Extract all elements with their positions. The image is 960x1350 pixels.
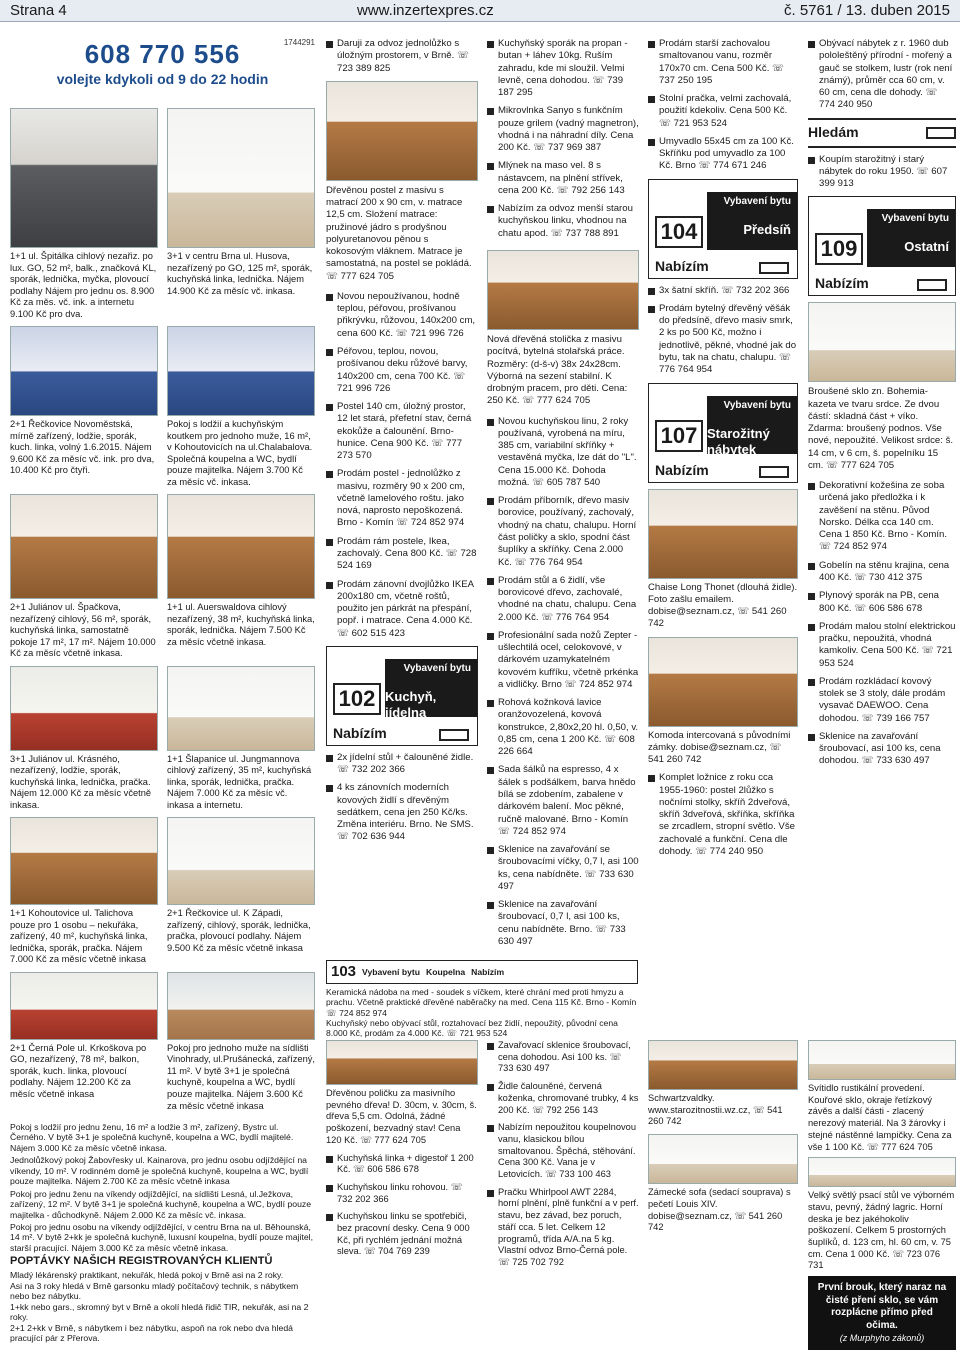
- classified-ad[interactable]: Schwartzvaldky. www.starozitnostii.wz.cz, ☏ 541 260 742: [648, 1093, 783, 1127]
- room-offer[interactable]: Pokoj pro jednu osobu na víkendy odjíždějící, v centru Brna na ul. Běhounská, 14 m². V bytě 2+kk je společná kuchyně, luxusní koupelna, bydlí pouze majitel, starší pracující. Nájem 3.000 Kč za měsíc včetně inkasa.: [10, 1221, 314, 1253]
- section-number: 104: [655, 216, 703, 248]
- arrow-icon: [759, 466, 789, 478]
- classified-ad[interactable]: Prodám postel - jednolůžko z masivu, rozměry 90 x 200 cm, včetně lamelového roštu. jako nová, naprosto nepoškozená. Brno - Komín ☏ 724 852 974: [326, 468, 478, 529]
- rental-item[interactable]: [167, 326, 315, 494]
- classified-ad[interactable]: Nová dřevěná stolička z masivu pocítvá, bytelná stolařská práce. Rozměry: (d-š-v) 38x 24x28cm. Výborná na sezení stabilní. K drobným pracem, pro děti. Cena: 250 Kč. ☏ 777 624 705: [487, 333, 628, 407]
- rental-text: 2+1 Juliánov ul. Špačkova, nezařízený cihlový, 56 m², sporák, kuchyňská linka, samostatně pokoje 17 m², 17 m². Nájem 10.000 Kč za měsíc včetně inkasa.: [10, 602, 156, 659]
- classified-ad[interactable]: Péřovou, teplou, novou, prošívanou deku růžové barvy, 140x200 cm, cena 700 Kč. ☏ 721 996 726: [326, 346, 478, 395]
- section-title: Kuchyň, jídelna: [385, 688, 437, 721]
- classified-ad[interactable]: Stolní pračka, velmi zachovalá, použití kdekoliv. Cena 500 Kč. ☏ 721 953 524: [648, 93, 798, 130]
- column-3: [326, 38, 478, 850]
- classified-ad[interactable]: Dekorativní kožešina ze soba určená jako předložka i k zavěšení na stěnu. Původ Norsko. Délka cca 140 cm. Cena 1 850 Kč. Brno - Komín. ☏ 724 852 974: [808, 480, 956, 554]
- arrow-icon: [439, 729, 469, 741]
- classified-ad[interactable]: Dřevěnou poličku za masivního pevného dřeva! D. 30cm, v. 30cm, š. dřeva 5,5 cm. Odolná, žádné poškození, bezvadný stav! Cena 120 Kč. ☏ 777 624 705: [326, 1088, 477, 1145]
- rental-text: 2+1 Řečkovice Novoměstská, mírně zařízený, lodžie, sporák, kuch. linka, volný 1.6.2015. Nájem 9.600 Kč za měsíc vč. ink. pro dva, 10.400 Kč pro čtyři.: [10, 419, 155, 476]
- section-header-109: [808, 196, 956, 296]
- rental-photo: [167, 108, 315, 248]
- banner: [10, 38, 315, 88]
- classified-ad[interactable]: Kuchyňská linka + digestoř 1 200 Kč. ☏ 606 586 678: [326, 1153, 478, 1176]
- lower-col-5: [648, 1040, 798, 1240]
- sofa-photo: [648, 1134, 798, 1184]
- rental-text: 1+1 Šlapanice ul. Jungmannova cihlový zařízený, 35 m², kuchyňská linka, sporák, lednička, pračka. Nájem 7.000 Kč za měsíc vč. inkasa a internetu.: [167, 753, 312, 810]
- lower-col-4: [487, 1040, 639, 1275]
- classified-ad[interactable]: 3x šatní skříň. ☏ 732 202 366: [648, 285, 798, 297]
- classified-ad[interactable]: Rohová kožnková lavice oranžovozelená, kovová konstrukce, 2,80x2,20 hl. 0,50, v. 0,85 cm, cena 1 200 Kč. ☏ 608 226 664: [487, 697, 639, 758]
- wanted-header: [808, 118, 956, 148]
- classified-ad[interactable]: Komoda intercovaná s původními zámky. dobise@seznam.cz, ☏ 541 260 742: [648, 729, 791, 766]
- classified-ad[interactable]: Plynový sporák na PB, cena 800 Kč. ☏ 606 586 678: [808, 590, 956, 615]
- classified-ad[interactable]: Daruji za odvoz jednolůžko s úložným prostorem, v Brně. ☏ 723 389 825: [326, 38, 478, 75]
- rental-text: Pokoj s lodžií a kuchyňským koutkem pro jednoho muže, 16 m², v Kohoutovicích na ul.Chalabalova. Společná koupelna a WC, bydlí pouze majitelka. Nájem 3.700 Kč za měsíc vč. inkasa.: [167, 419, 313, 487]
- rental-text: 3+1 v centru Brna ul. Husova, nezařízený po GO, 125 m², sporák, kuchyňská linka, lednička. Nájem 14.900 Kč za měsíc vč. inkasa.: [167, 251, 313, 296]
- section-title: Koupelna: [425, 966, 466, 977]
- page-number: Strana 4: [10, 2, 67, 19]
- page-header: [0, 0, 960, 22]
- rental-photo: [167, 817, 315, 905]
- classified-ad[interactable]: Prodám zánovní dvojlůžko IKEA 200x180 cm, včetně roštů, použito jen párkrát na přespání, popř. i matrace. Cena 4.000 Kč. ☏ 602 515 423: [326, 579, 478, 640]
- classified-ad[interactable]: Umyvadlo 55x45 cm za 100 Kč. Skříňku pod umyvadlo za 100 Kč. Brno ☏ 774 671 246: [648, 136, 798, 173]
- chaise-photo: [648, 489, 798, 579]
- rental-photo: [10, 326, 158, 416]
- rental-item[interactable]: [10, 326, 158, 494]
- shelf-photo: [326, 1040, 478, 1085]
- desk-photo: [808, 1157, 956, 1187]
- classified-ad[interactable]: Zámecké sofa (sedací souprava) s pečetí Louis XIV. dobise@seznam.cz, ☏ 541 260 742: [648, 1187, 791, 1233]
- promo-source: (z Murphyho zákonů): [839, 1332, 925, 1343]
- classified-ad[interactable]: Chaise Long Thonet (dlouhá židle). Foto zašlu emailem. dobise@seznam.cz, ☏ 541 260 742: [648, 581, 798, 630]
- section-category: Vybavení bytu: [723, 195, 791, 207]
- classified-ad[interactable]: Profesionální sada nožů Zepter - ušlechtilá ocel, celokovové, v dárkovém uzamykatelném kovovém kufříku, včetně prkénka a vidličky. Brno ☏ 724 852 974: [487, 630, 639, 691]
- rental-text: 2+1 Řečkovice ul. K Západi, zařízený, cihlový, sporák, lednička, pračka, plovoucí podlahy. Nájem 9.500 Kč za měsíc včetně inkasa: [167, 908, 311, 953]
- section-title: Ostatní: [904, 239, 949, 255]
- banner-code: 1744291: [283, 38, 315, 47]
- classified-ad[interactable]: Sklenice na zavařování se šroubovacími víčky, 0,7 l, asi 100 ks, cena nabídněte. ☏ 733 630 497: [487, 844, 639, 893]
- column-5: [648, 38, 798, 864]
- classified-ad[interactable]: Novou kuchyňskou linu, 2 roky používaná, vyrobená na míru, 385 cm, variabilní skříňky + vestavěná myčka, lze dát do "L". Cena 15.000 Kč. Dohoda možná. ☏ 605 787 540: [487, 416, 639, 490]
- requests-title: POPTÁVKY NAŠICH REGISTROVANÝCH KLIENTŮ: [10, 1255, 273, 1268]
- rental-item[interactable]: [167, 494, 315, 666]
- section-label: Nabízím: [333, 724, 387, 741]
- rental-text: 1+1 Kohoutovice ul. Talichova pouze pro 1 osobu – nekuřáka, zařízený, 40 m², kuchyňská linka, lednička, sporák, pračka. Nájem 7.000 Kč za měsíc včetně inkasa: [10, 908, 148, 965]
- classified-ad[interactable]: Kuchyňskou linku se spotřebiči, bez pracovní desky. Cena 9 000 Kč, při rychlém jednání možná sleva. ☏ 704 769 239: [326, 1211, 478, 1258]
- classified-ad[interactable]: Mikrovlnka Sanyo s funkčním pouze grilem (vadný magnetron), vhodná i na náhradní díly. Cena 200 Kč. ☏ 737 969 387: [487, 105, 639, 154]
- section-label: Nabízím: [655, 257, 709, 274]
- rental-text: 2+1 Černá Pole ul. Krkoškova po GO, nezařízený, 78 m², balkon, sporák, kuch. linka, plovoucí podlahy. Nájem 12.200 Kč za měsíc včetně inkasa: [10, 1042, 147, 1099]
- section-category: Vybavení bytu: [403, 662, 471, 674]
- section-header-103: [326, 960, 638, 984]
- classified-ad[interactable]: Gobelín na stěnu krajina, cena 400 Kč. ☏ 730 412 375: [808, 560, 956, 585]
- rental-text: 3+1 Juliánov ul. Krásného, nezařízený, lodžie, sporák, kuchyňská linka, lednička, pračka. Nájem 12.000 Kč za měsíc včetně inkasa.: [10, 753, 152, 810]
- classified-ad[interactable]: Koupím starožitný i starý nábytek do roku 1950. ☏ 607 399 913: [808, 154, 956, 191]
- rental-item[interactable]: [10, 108, 158, 326]
- classified-ad[interactable]: Nabízím za odvoz menší starou kuchyňskou linku, vhodnou na chatu apod. ☏ 737 788 891: [487, 203, 639, 240]
- classified-ad[interactable]: Prodám stůl a 6 židlí, vše borovicové dřevo, zachovalé, vhodné na chatu, chalupu. Cena 2.000 Kč. ☏ 776 764 954: [487, 575, 639, 624]
- rental-photo: [10, 817, 158, 905]
- footer-ads: [326, 960, 638, 1038]
- lower-col-6: [808, 1040, 956, 1350]
- classified-ad[interactable]: Velký světlý psací stůl ve výborném stavu, pevný, žádný lagric. Horní deska je bez jakéhokoliv poškození. Celkem 5 prostorných šuplíků, d. 123 cm, hl. 60 cm, v. 75 cm. Cena 1 000 Kč. ☏ 723 076 731: [808, 1190, 955, 1271]
- rental-text: 1+1 ul. Auerswaldova cihlový nezařízený, 38 m², kuchyňská linka, sporák, lednička. Nájem 7.500 Kč za měsíc včetně inkasa.: [167, 602, 315, 647]
- classified-ad[interactable]: Broušené sklo zn. Bohemia-kazeta ve tvaru srdce. Ze dvou částí: skladná část + víko. Zdarma: broušený podnos. Vše nové, nepoužité. Velikost srdce: š. 14 cm, v 6 cm, š. popelníku 15 cm. ☏ 777 624 705: [808, 386, 954, 471]
- section-header-104: [648, 179, 798, 279]
- stool-photo: [487, 250, 639, 330]
- classified-ad[interactable]: Sklenice na zavařování šroubovací, asi 100 ks, cena dohodou. ☏ 733 630 497: [808, 731, 956, 768]
- rental-item[interactable]: [10, 666, 158, 818]
- classified-ad[interactable]: Nabízím nepoužitou koupelnovou vanu, klasickou bílou smaltovanou. Špěchá, stěhování. Cena 300 Kč. Vana je v Letovicích. ☏ 733 100 463: [487, 1122, 639, 1181]
- classified-ad[interactable]: Sklenice na zavařování šroubovací, 0,7 l, asi 100 ks, cenu nabídněte. Brno. ☏ 733 630 497: [487, 899, 639, 948]
- rental-item[interactable]: [167, 972, 315, 1118]
- bed-photo: [326, 81, 478, 181]
- rental-grid: [10, 108, 315, 1118]
- section-header-102: [326, 646, 478, 746]
- classified-ad[interactable]: Prodám rám postele, Ikea, zachovalý. Cena 800 Kč. ☏ 728 524 169: [326, 536, 478, 573]
- rental-photo: [167, 666, 315, 751]
- classified-ad[interactable]: Zavařovací sklenice šroubovací, cena dohodou. Asi 100 ks. ☏ 733 630 497: [487, 1040, 639, 1075]
- rental-item[interactable]: [10, 494, 158, 666]
- request-item[interactable]: Asi na 3 roky hledá v Brně garsonku mladý počítačový technik, s nábytkem nebo bez nábytku.: [10, 1280, 299, 1302]
- dresser-photo: [648, 637, 798, 727]
- promo-box: [808, 1276, 956, 1350]
- classified-ad[interactable]: Svítidlo rustikální provedení. Kouřové sklo, okraje řetízkový závěs a další části - zlacený nerezový materiál. Na 3 žárovky i stejné nástěnné lampičky. Cena za vše 1 100 Kč. ☏ 777 624 705: [808, 1083, 952, 1152]
- rental-item[interactable]: [10, 817, 158, 972]
- section-label: Nabízím: [471, 966, 505, 977]
- classified-ad[interactable]: Prodám bytelný dřevěný věšák do předsíně, dřevo masiv smrk, 2 ks po 500 Kč, možno i jednotlivě, pěkné, vhodné jak do bytu, tak na chatu, chalupu. ☏ 776 764 954: [648, 303, 798, 377]
- section-label: Nabízím: [815, 275, 869, 292]
- rental-section: [10, 38, 315, 1344]
- clock-photo: [648, 1040, 798, 1090]
- room-offer[interactable]: Pokoj pro jednu ženu na víkendy odjíždějící, na sídlišti Lesná, ul.Ježkova, zařízený, 12 m². V bytě 3+1 je společná kuchyně, koupelna a WC, bydlí pouze majitelka - důchodkyně. Nájem 2.000 Kč za měsíc vč. inkasa.: [10, 1188, 312, 1220]
- promo-text: První brouk, který naraz na čisté pření sklo, se vám rozplácne přímo před očima.: [817, 1282, 947, 1331]
- room-offer[interactable]: Jednolůžkový pokoj Žabovřesky ul. Kainarova, pro jednu osobu odjíždějící na víkendy, 10 m². V rodinném domě je společná kuchyně, koupelna a WC, bydlí pouze majitelka. Nájem 2.700 Kč za měsíc včetně inkasa: [10, 1155, 309, 1187]
- site-url[interactable]: www.inzertexpres.cz: [357, 2, 494, 19]
- issue-number: č. 5761 / 13. duben 2015: [784, 2, 950, 19]
- request-item[interactable]: Mladý lékárenský praktikant, nekuřák, hledá pokoj v Brně asi na 2 roky.: [10, 1270, 284, 1281]
- classified-ad[interactable]: Prodám malou stolní elektrickou pračku, nepoužitá, vhodná kamkoliv. Cena 500 Kč. ☏ 721 953 524: [808, 621, 956, 670]
- rental-item[interactable]: [10, 972, 158, 1118]
- section-number: 109: [815, 233, 863, 265]
- classified-ad[interactable]: Sada šálků na espresso, 4 x šálek s podšálkem, barva hnědo bílá se zdobením, zabalene v dárkovém balení. Moc pěkné, ručně malované. Brno - Komín ☏ 724 852 974: [487, 764, 639, 838]
- classified-ad[interactable]: Kuchyňskou linku rohovou. ☏ 732 202 366: [326, 1182, 478, 1205]
- classified-ad[interactable]: Mlýnek na maso vel. 8 s nástavcem, na plnění střívek, cena 200 Kč. ☏ 792 256 143: [487, 160, 639, 197]
- classified-ad[interactable]: Kuchyňský nebo obývací stůl, roztahovací bez židlí, nepoužitý, původní cena 8.000 Kč, prodám za 4.000 Kč. ☏ 721 953 524: [326, 1017, 618, 1038]
- rental-photo: [10, 494, 158, 599]
- classified-ad[interactable]: Dřevěnou postel z masivu s matrací 200 x 90 cm, v. matrace 12,5 cm. Složení matrace: pružinové jádro s prodyšnou polyuretanovou pěnou s kokosovým vláknem. Matrace je samostatná, na postel se pokládá. ☏ 777 624 705: [326, 184, 472, 282]
- room-offer[interactable]: Pokoj s lodžií pro jednu ženu, 16 m² a lodžie 3 m², zařízený, Bystrc ul. Černého. V bytě 3+1 je společná kuchyně, koupelna a WC, bydlí majitelé. Nájem 3.000 Kč za měsíc včetně inkasa.: [10, 1122, 294, 1153]
- column-6: [808, 38, 956, 774]
- section-number: 107: [655, 420, 703, 452]
- rental-text: Pokoj pro jednoho muže na sídlišti Vinohrady, ul.Prušánecká, zařízený, 11 m². V bytě 3+1 je společná kuchyně, koupelna a WC, bydlí pouze majitelka. Nájem 3.600 Kč za měsíc včetně inkasa: [167, 1042, 315, 1111]
- arrow-icon: [917, 279, 947, 291]
- classified-ad[interactable]: Novou nepoužívanou, hodně teplou, péřovou, prošívanou přikrývku, růžovou, 140x200 cm, cena 600 Kč. ☏ 721 996 726: [326, 291, 478, 340]
- rental-item[interactable]: [167, 108, 315, 326]
- rental-photo: [10, 972, 158, 1040]
- rental-item[interactable]: [167, 817, 315, 972]
- section-label: Nabízím: [655, 461, 709, 478]
- section-header-107: [648, 383, 798, 483]
- section-title: Starožitný nábytek: [707, 425, 770, 458]
- classified-ad[interactable]: Kuchyňský sporák na propan - butan + láhev 10kg. Ruším zahradu, kde mi sloužil. Velmi levně, cena dohodou. ☏ 739 187 295: [487, 38, 639, 99]
- wanted-label: Hledám: [808, 123, 859, 140]
- request-item[interactable]: 1+kk nebo gars., skromný byt v Brně a okolí hledá řidič TIR, nekuřák, asi na 2 roky.: [10, 1301, 309, 1323]
- section-category: Vybavení bytu: [723, 399, 791, 411]
- arrow-icon: [926, 127, 956, 139]
- rental-photo: [10, 666, 158, 751]
- classified-ad[interactable]: 2x jídelní stůl + čalouněné židle. ☏ 732 202 366: [326, 752, 478, 777]
- classified-ad[interactable]: Komplet ložnice z roku cca 1955-1960: postel 2lůžko s nočními stolky, skříň 2dveřová, skříň 3dveřová, skříňka, skříňka se zrcadlem, stropní světlo. Vše zachovalé a funkční. Cena dle dohody. ☏ 774 240 950: [648, 772, 798, 858]
- arrow-icon: [759, 262, 789, 274]
- glass-photo: [808, 302, 956, 382]
- classified-ad[interactable]: Prodám rozkládací kovový stolek se 3 stoly, dále prodám vysavač DAEWOO. Cena dohodou. ☏ 739 166 757: [808, 676, 956, 725]
- rental-photo: [167, 494, 315, 599]
- rental-text: 1+1 ul. Špitálka cihlový nezařiz. po lux. GO, 52 m², balk., značková KL, sporák, lednička, myčka, plovoucí podlahy Nájem pro jednu os. 8.900 Kč za měs. vč. ink. a internetu 9.100 Kč pro dva.: [10, 251, 157, 319]
- classified-ad[interactable]: Obývací nábytek z r. 1960 dub pololeštěný přírodní - mořený a gauč se stolkem, lustr (rok není známý), průměr cca 60 cm, v. 60 cm, cena dle dohody. ☏ 774 240 950: [808, 38, 956, 112]
- column-4: [487, 38, 639, 954]
- section-number: 103: [331, 963, 357, 980]
- classified-ad[interactable]: Prodám starší zachovalou smaltovanou vanu, rozměr 170x70 cm. Cena 500 Kč. ☏ 737 250 195: [648, 38, 798, 87]
- request-item[interactable]: 2+1 2+kk v Brně, s nábytkem i bez nábytku, aspoň na rok nebo dva hledá pracující pár z Přerova.: [10, 1322, 294, 1344]
- rental-photo: [167, 972, 315, 1040]
- classified-ad[interactable]: Keramická nádoba na med - soudek s víčkem, které chrání med proti hmyzu a prachu. Včetně praktické dřevěné naběračky na med. Cena 115 Kč. Brno - Komín ☏ 724 852 974: [326, 987, 637, 1018]
- lamp-photo: [808, 1040, 956, 1080]
- classified-ad[interactable]: Prodám příborník, dřevo masiv borovice, používaný, zachovalý, vhodný na chatu, chalupu. Horní část poličky a sklo, spodní část šuplíky a skříňky. Cena 2.000 Kč. ☏ 776 764 954: [487, 495, 639, 569]
- banner-phone[interactable]: 608 770 556: [84, 39, 241, 69]
- classified-ad[interactable]: 4 ks zánovních moderních kovových židlí s dřevěným sedátkem, cena jen 250 Kč/ks. Změna interiéru. Brno. Ne SMS. ☏ 702 636 944: [326, 782, 478, 843]
- room-offers: [10, 1122, 315, 1344]
- classified-ad[interactable]: Židle čalouněné, červená koženka, chromované trubky, 4 ks 200 Kč. ☏ 792 256 143: [487, 1081, 639, 1116]
- section-category: Vybavení bytu: [881, 213, 949, 225]
- section-number: 102: [333, 683, 381, 715]
- section-category: Vybavení bytu: [362, 966, 420, 977]
- rental-item[interactable]: [167, 666, 315, 818]
- section-title: Předsíň: [743, 221, 791, 237]
- classified-ad[interactable]: Pračku Whirlpool AWT 2284, horní plnění, plně funkční a v perf. stavu, bez závad, bez poruch, stáří cca. 5 let. Celkem 12 programů, třída A/A.na 5 kg. Vlastní odvoz Brno-Černá pole. ☏ 725 702 792: [487, 1187, 639, 1269]
- banner-sub: volejte kdykoli od 9 do 22 hodin: [56, 71, 269, 88]
- rental-photo: [167, 326, 315, 416]
- rental-photo: [10, 108, 158, 248]
- lower-col-3: [326, 1040, 478, 1264]
- classified-ad[interactable]: Postel 140 cm, úložný prostor, 12 let stará, přefetní stav, černá ekokůže a čalounění. Brno-hunice. Cena 900 Kč. ☏ 777 273 570: [326, 401, 478, 462]
